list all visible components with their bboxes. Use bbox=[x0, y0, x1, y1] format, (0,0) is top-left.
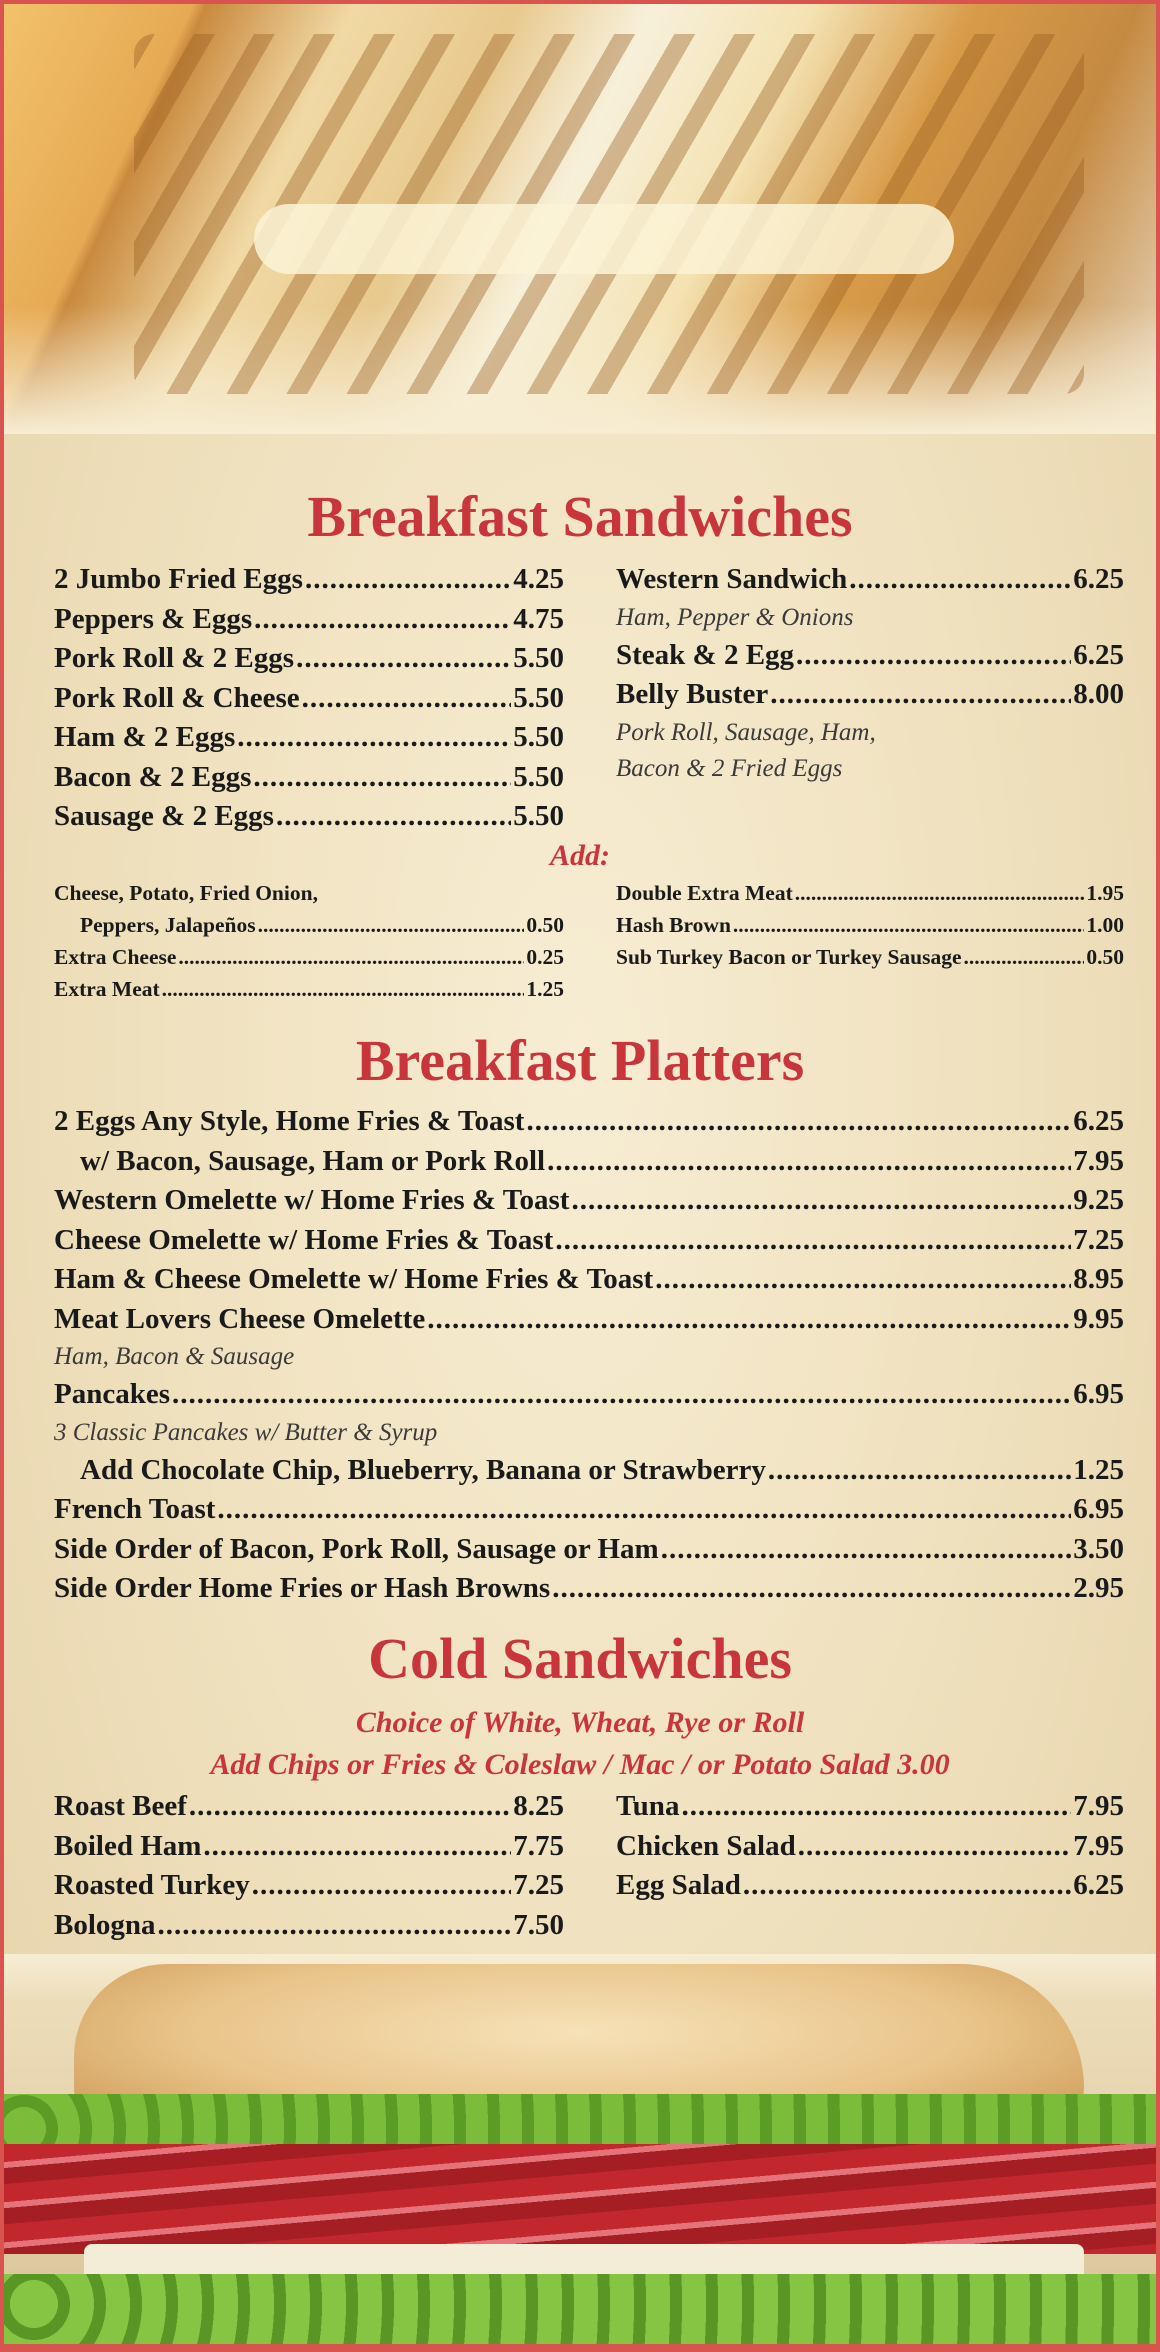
breakfast-platters-title: Breakfast Platters bbox=[355, 1028, 805, 1093]
menu-item: Boiled Ham ..... 7.75 bbox=[54, 1827, 564, 1867]
item-description: Ham, Pepper & Onions bbox=[616, 603, 854, 631]
add-on-item: Cheese, Potato, Fried Onion, bbox=[54, 881, 318, 905]
menu-item: Pancakes ..... 6.95 bbox=[54, 1375, 1124, 1415]
menu-item: Chicken Salad ..... 7.95 bbox=[616, 1827, 1124, 1867]
breakfast-sandwiches-title: Breakfast Sandwiches bbox=[307, 484, 853, 549]
add-ons-title: Add: bbox=[550, 839, 610, 872]
menu-item: Cheese Omelette w/ Home Fries & Toast ..... 7.25 bbox=[54, 1221, 1124, 1261]
menu-item: Pork Roll & 2 Eggs ..... 5.50 bbox=[54, 639, 564, 679]
add-ons-right-column bbox=[616, 877, 1124, 973]
item-description: Ham, Bacon & Sausage bbox=[54, 1343, 295, 1370]
add-on-item: Extra Cheese ..... 0.25 bbox=[54, 941, 564, 973]
add-on-item: Double Extra Meat ..... 1.95 bbox=[616, 877, 1124, 909]
cold-sandwiches-left-column bbox=[54, 1787, 564, 1945]
menu-item: 2 Jumbo Fried Eggs ..... 4.25 bbox=[54, 560, 564, 600]
menu-item: Western Omelette w/ Home Fries & Toast ..... 9.25 bbox=[54, 1181, 1124, 1221]
menu-item: Pork Roll & Cheese ..... 5.50 bbox=[54, 679, 564, 719]
cold-sandwiches-title: Cold Sandwiches bbox=[368, 1626, 792, 1691]
add-on-item: Sub Turkey Bacon or Turkey Sausage ..... 0.50 bbox=[616, 941, 1124, 973]
menu-item: Bologna ..... 7.50 bbox=[54, 1906, 564, 1946]
menu-item: Meat Lovers Cheese Omelette ..... 9.95 bbox=[54, 1300, 1124, 1340]
melted-cheese bbox=[254, 204, 954, 274]
add-on-item: Hash Brown ..... 1.00 bbox=[616, 909, 1124, 941]
menu-page bbox=[4, 4, 1156, 2344]
cold-sandwiches-sides-offer: Add Chips or Fries & Coleslaw / Mac / or Potato Salad 3.00 bbox=[210, 1748, 950, 1781]
item-description: Bacon & 2 Fried Eggs bbox=[616, 754, 843, 782]
item-description: Pork Roll, Sausage, Ham, bbox=[616, 718, 876, 746]
menu-item: Sausage & 2 Eggs ..... 5.50 bbox=[54, 797, 564, 837]
sub-sandwich-photo bbox=[4, 1954, 1156, 2344]
cold-sandwiches-bread-choice: Choice of White, Wheat, Rye or Roll bbox=[355, 1706, 805, 1739]
menu-item: Ham & 2 Eggs ..... 5.50 bbox=[54, 718, 564, 758]
menu-item: Roasted Turkey ..... 7.25 bbox=[54, 1866, 564, 1906]
menu-item: 2 Eggs Any Style, Home Fries & Toast ..... 6.25 bbox=[54, 1102, 1124, 1142]
lettuce-bottom-layer bbox=[4, 2274, 1156, 2344]
add-on-item: Peppers, Jalapeños ..... 0.50 bbox=[54, 909, 564, 941]
breakfast-sandwiches-left-column bbox=[54, 560, 564, 837]
menu-item: Steak & 2 Egg ..... 6.25 bbox=[616, 636, 1124, 676]
menu-item: Tuna ..... 7.95 bbox=[616, 1787, 1124, 1827]
breakfast-sandwiches-right-column bbox=[616, 560, 1124, 787]
menu-item: w/ Bacon, Sausage, Ham or Pork Roll ..... 7.95 bbox=[54, 1142, 1124, 1182]
breakfast-platters-list bbox=[54, 1102, 1124, 1609]
menu-item: Side Order Home Fries or Hash Browns ..... 2.95 bbox=[54, 1569, 1124, 1609]
item-description: 3 Classic Pancakes w/ Butter & Syrup bbox=[54, 1418, 438, 1446]
menu-item: Bacon & 2 Eggs ..... 5.50 bbox=[54, 758, 564, 798]
menu-item: Add Chocolate Chip, Blueberry, Banana or Strawberry ..... 1.25 bbox=[54, 1451, 1124, 1491]
menu-item: Ham & Cheese Omelette w/ Home Fries & Toast ..... 8.95 bbox=[54, 1260, 1124, 1300]
menu-item: Peppers & Eggs ..... 4.75 bbox=[54, 600, 564, 640]
menu-item: Roast Beef ..... 8.25 bbox=[54, 1787, 564, 1827]
menu-item: Side Order of Bacon, Pork Roll, Sausage or Ham ..... 3.50 bbox=[54, 1530, 1124, 1570]
add-ons-left-column bbox=[54, 877, 564, 1005]
add-on-item: Extra Meat ..... 1.25 bbox=[54, 973, 564, 1005]
menu-item: Western Sandwich ..... 6.25 bbox=[616, 560, 1124, 600]
menu-item: Belly Buster ..... 8.00 bbox=[616, 675, 1124, 715]
menu-item: Egg Salad ..... 6.25 bbox=[616, 1866, 1124, 1906]
salami-layer bbox=[4, 2144, 1156, 2254]
menu-item: French Toast ..... 6.95 bbox=[54, 1490, 1124, 1530]
cold-sandwiches-right-column bbox=[616, 1787, 1124, 1906]
grilled-sandwich-photo bbox=[4, 4, 1156, 434]
